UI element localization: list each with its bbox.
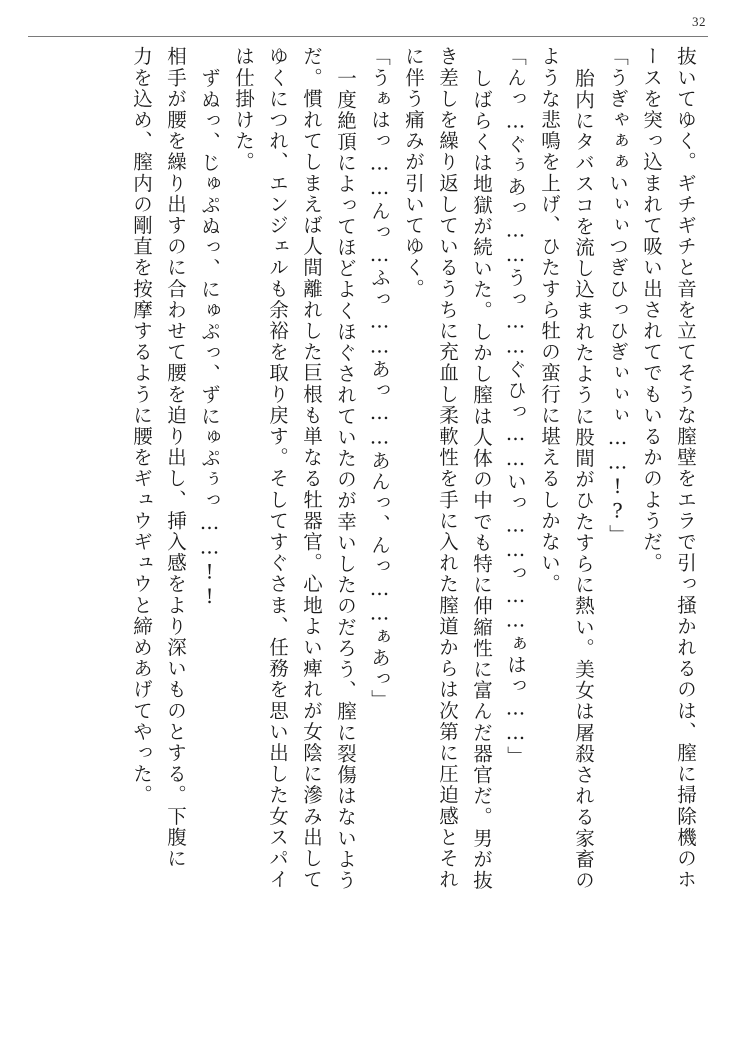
- text-line: き差しを繰り返しているうちに充血し柔軟性を手に入れた膣道からは次第に圧迫感とそれ: [436, 46, 459, 890]
- text-line: 一度絶頂によってほどよくほぐされていたのが幸いしたのだろう、膣に裂傷はないよう: [334, 68, 357, 891]
- text-line: 胎内にタバスコを流し込まれたように股間がひたすらに熱い。美女は屠殺される家畜の: [572, 68, 595, 891]
- text-line: ずぬっ、じゅぷぬっ、にゅぷっ、ずにゅぷぅっ……!!: [198, 68, 221, 610]
- text-line: 「うぎゃぁぁいぃぃつぎひっひぎぃぃぃ……!?」: [606, 46, 629, 546]
- text-line: 「うぁはっ……んっ…ふっ……あっ……あんっ、んっ……ぁあっ」: [368, 46, 391, 711]
- text-line: に伴う痛みが引いてゆく。: [402, 46, 425, 300]
- text-line: ような悲鳴を上げ、ひたすら牡の蛮行に堪えるしかない。: [538, 46, 561, 595]
- header-rule: [28, 36, 708, 37]
- vertical-text-body: [40, 46, 702, 1020]
- text-line: ゆくにつれ、エンジェルも余裕を取り戻す。そしてすぐさま、任務を思い出した女スパイ: [266, 46, 289, 890]
- text-line: しばらくは地獄が続いた。しかし膣は人体の中でも特に伸縮性に富んだ器官だ。男が抜: [470, 68, 493, 891]
- page-number: 32: [692, 14, 706, 29]
- text-line: だ。慣れてしまえば人間離れした巨根も単なる牡器官。心地よい痺れが女陰に滲み出して: [300, 46, 323, 890]
- text-line: 相手が腰を繰り出すのに合わせて腰を迫り出し、挿入感をより深いものとする。下腹に: [164, 46, 187, 869]
- text-line: ースを突っ込まれて吸い出されてでもいるかのようだ。: [640, 46, 663, 574]
- text-line: 力を込め、膣内の剛直を按摩するように腰をギュウギュウと締めあげてやった。: [130, 46, 153, 806]
- text-line: は仕掛けた。: [232, 46, 255, 173]
- text-line: 「んっ…ぐぅあっ……うっ……ぐひっ……いっ……っ……ぁはっ……」: [504, 46, 527, 767]
- text-line: 抜いてゆく。ギチギチと音を立てそうな膣壁をエラで引っ掻かれるのは、膣に掃除機のホ: [674, 46, 697, 890]
